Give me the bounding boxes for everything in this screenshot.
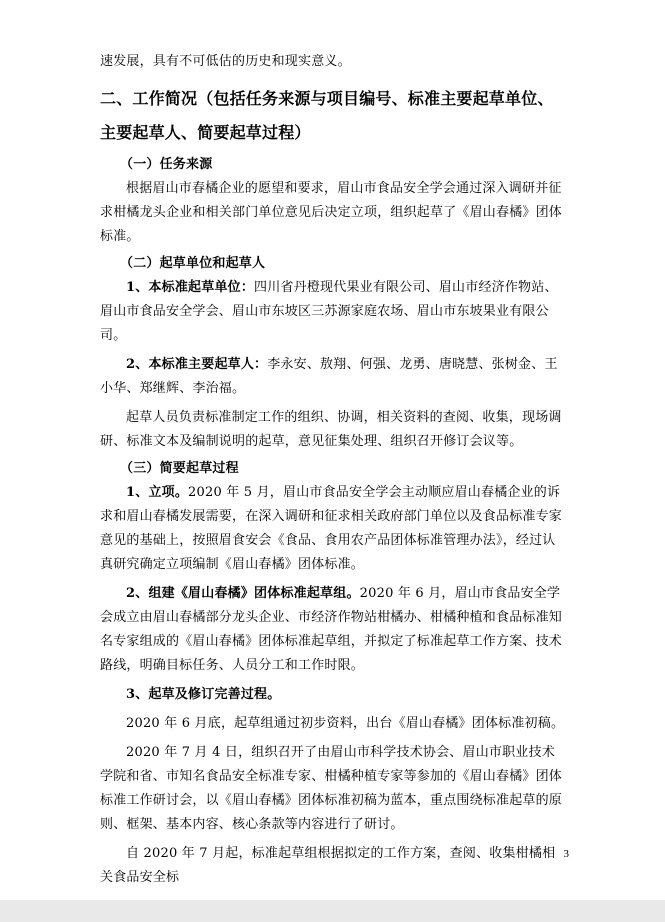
subheading-task-source: （一）任务来源 [120,157,213,172]
paragraph-first-draft: 2020 年 6 月底，起草组通过初步资料，出台《眉山春橘》团体标准初稿。 [126,716,565,731]
text-drafting-units: 四川省丹橙现代果业有限公司、眉山市经济作物站、眉山市食品安全学会、眉山市东坡区三苏源家庭农场、眉山市东坡果业有限公司。 [100,280,558,343]
label-drafting-group: 2、组建《眉山春橘》团体标准起草组。 [126,586,360,601]
label-main-drafters: 2、本标准主要起草人： [126,357,268,372]
viewer-background [0,900,665,922]
label-project-approval: 1、立项。 [126,485,189,500]
paragraph-project-approval [100,481,568,577]
paragraph-work-plan: 自 2020 年 7 月起，标准起草组根据拟定的工作方案，查阅、收集柑橘相关食品安全标 [100,846,556,885]
paragraph-revision-heading [100,683,568,707]
continuation-line: 速发展，具有不可低估的历史和现实意义。 [100,54,351,69]
page-number: 3 [563,848,569,860]
text-main-drafters: 李永安、敖翔、何强、龙勇、唐晓慧、张树金、王小华、郑继辉、李治福。 [100,357,558,396]
paragraph-drafting-group [100,582,568,678]
subheading-drafting-process: （三）简要起草过程 [120,461,239,476]
paragraph-workshop: 2020 年 7 月 4 日，组织召开了由眉山市科学技术协会、眉山市职业技术学院和省、市知名食品安全标准专家、柑橘种植专家等参加的《眉山春橘》团体标准工作研讨会，以《眉山春橘》团体标准初稿为蓝本，重点围绕标准起草的原则、框架、基本内容、核心条款等内容进行了研讨。 [100,745,563,832]
document-body [100,50,568,890]
label-revision-process: 3、起草及修订完善过程。 [126,687,281,702]
label-drafting-units: 1、本标准起草单位： [126,280,255,295]
text-project-approval: 2020 年 5 月，眉山市食品安全学会主动顺应眉山春橘企业的诉求和眉山春橘发展需要，在深入调研和征求相关政府部门单位以及食品标准专家意见的基础上，按照眉食安会《食品、食用农产品团体标准管理办法》，经过认真研究确定立项编制《眉山春橘》团体标准。 [100,485,563,572]
paragraph-main-drafters [100,353,568,401]
paragraph-drafters-duties: 起草人员负责标准制定工作的组织、协调，相关资料的查阅、收集，现场调研、标准文本及编制说明的起草，意见征集处理、组织召开修订会议等。 [100,410,562,449]
text-drafting-group: 2020 年 6 月，眉山市食品安全学会成立由眉山春橘部分龙头企业、市经济作物站柑橘办、柑橘种植和食品标准知名专家组成的《眉山春橘》团体标准起草组，并拟定了标准起草工作方案、技术路线，明确目标任务、人员分工和工作时限。 [100,586,563,673]
paragraph-task-source: 根据眉山市春橘企业的愿望和要求，眉山市食品安全学会通过深入调研并征求柑橘龙头企业和相关部门单位意见后决定立项，组织起草了《眉山春橘》团体标准。 [100,181,563,244]
paragraph-drafting-units [100,276,568,348]
section-heading: 二、工作简况（包括任务来源与项目编号、标准主要起草单位、主要起草人、简要起草过程） [100,89,554,142]
subheading-drafting-units: （二）起草单位和起草人 [120,256,266,271]
